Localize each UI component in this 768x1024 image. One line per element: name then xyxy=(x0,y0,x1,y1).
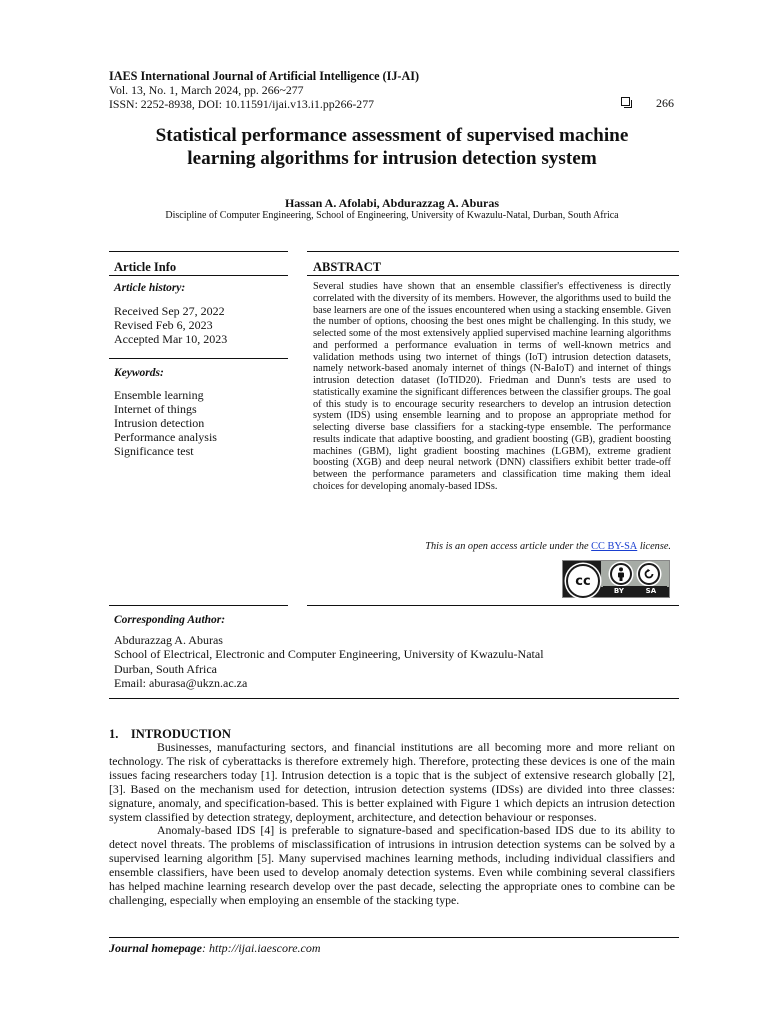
affiliation: Discipline of Computer Engineering, School of Engineering, University of Kwazulu-Natal, Durban, South Africa xyxy=(165,210,619,221)
corresponding-email: Email: aburasa@ukzn.ac.za xyxy=(114,675,248,690)
page-icon xyxy=(621,97,630,106)
divider xyxy=(109,358,288,359)
corresponding-city: Durban, South Africa xyxy=(114,661,217,676)
intro-paragraph: Businesses, manufacturing sectors, and financial institutions are all becoming more and more reliant on technology. The risk of cyberattacks is therefore extremely high. Therefore, protecting these devices is one of the main issues facing researchers today [1]. Intrusion detection is a topic that is the subject of extensive research globally [2], [3]. Based on the mechanism used for detection, intrusion detection systems (IDSs) are divided into three classes: signature, anomaly, and specification-based. This is better explained with Figure 1 which depicts an intrusion detection system classified by detection strategy, deployment, architecture, and detection behaviour or responses. xyxy=(109,740,675,824)
cc-icon: cc xyxy=(566,564,600,598)
history-list xyxy=(114,304,227,346)
share-alike-icon xyxy=(638,563,660,585)
history-heading: Article history: xyxy=(114,282,186,294)
intro-paragraph: Anomaly-based IDS [4] is preferable to signature-based and specification-based IDS due to its ability to detect novel threats. The problems of misclassification of intrusions in intrusion detection systems can be solved by a supervised learning algorithm [5]. Many supervised machines learning methods, including individual classifiers and ensemble classifiers, have been used to develop anomaly detection systems. Even while combining several classifiers has helped machine learning research develop over the past decade, selecting the appropriate ones to combine can be challenging, especially when employing an ensemble of the stacking type. xyxy=(109,823,675,907)
title-line-1: Statistical performance assessment of supervised machine xyxy=(155,125,629,146)
divider xyxy=(307,605,679,606)
journal-name: IAES International Journal of Artificial Intelligence (IJ-AI) xyxy=(109,69,420,83)
keyword-item: Significance test xyxy=(114,444,194,458)
corresponding-school: School of Electrical, Electronic and Computer Engineering, University of Kwazulu-Natal xyxy=(114,647,544,662)
history-revised: Revised Feb 6, 2023 xyxy=(114,318,213,332)
share-alike-arrow-icon xyxy=(643,568,655,580)
divider xyxy=(109,251,288,252)
journal-homepage xyxy=(109,941,321,956)
sa-label: SA xyxy=(645,586,657,595)
article-info-heading: Article Info xyxy=(114,260,177,274)
title-line-2: learning algorithms for intrusion detection system xyxy=(187,148,597,169)
divider xyxy=(109,275,288,276)
history-received: Received Sep 27, 2022 xyxy=(114,304,225,318)
badge-label-band xyxy=(603,586,667,595)
page-number: 266 xyxy=(656,96,674,110)
keyword-item: Internet of things xyxy=(114,402,197,416)
keywords-heading: Keywords: xyxy=(114,367,164,379)
abstract-heading: ABSTRACT xyxy=(313,260,382,274)
footer-divider xyxy=(109,937,679,938)
divider xyxy=(307,275,679,276)
abstract-text: Several studies have shown that an ensemble classifier's effectiveness is directly correlated with the diversity of its members. However, the algorithms used to build the base learners are one of the issues encountered when using a stacking ensemble. Given the number of options, choosing the best ones might be challenging. In this study, we selected some of the most extensively applied supervised machine learning algorithms and performed a performance evaluation in terms of well-known metrics and validation methods using two internet of things (IoT) intrusion detection datasets, namely network-based anomaly internet of things (N-BaIoT) and internet of things intrusion detection dataset (IoTID20). Friedman and Dunn's tests are used to statistically examine the significant differences between the classifier groups. The goal of this study is to encourage security researchers to develop an intrusion detection system (IDS) using ensemble learning and to propose an appropriate method for selecting diverse base classifiers for a stacking-type ensemble. The performance results indicate that adaptive boosting, and gradient boosting (GB), gradient boosting machines (GBM), light gradient boosting machines (LGBM), extreme gradient boosting (XGB) and deep neural network (DNN) classifiers exhibit better trade-off between the performance parameters and classification time making them ideal choices for developing anomaly-based IDSs. xyxy=(313,281,671,492)
volume-info: Vol. 13, No. 1, March 2024, pp. 266~277 xyxy=(109,83,304,97)
divider xyxy=(109,698,679,699)
corresponding-details xyxy=(114,633,544,690)
license-link[interactable]: CC BY-SA xyxy=(591,541,638,552)
attribution-icon xyxy=(610,563,632,585)
keyword-item: Performance analysis xyxy=(114,430,217,444)
paper-title xyxy=(109,124,675,170)
keyword-item: Intrusion detection xyxy=(114,416,205,430)
divider xyxy=(109,605,288,606)
authors: Hassan A. Afolabi, Abdurazzag A. Aburas xyxy=(284,196,500,210)
person-icon xyxy=(615,567,627,581)
divider xyxy=(307,251,679,252)
corresponding-heading: Corresponding Author: xyxy=(114,614,226,626)
cc-by-sa-badge[interactable] xyxy=(562,560,670,598)
open-access-note: This is an open access article under the CC BY-SA license. xyxy=(425,541,671,552)
issn-doi: ISSN: 2252-8938, DOI: 10.11591/ijai.v13.i1.pp266-277 xyxy=(109,97,374,111)
keyword-item: Ensemble learning xyxy=(114,388,204,402)
corresponding-name: Abdurazzag A. Aburas xyxy=(114,633,223,647)
introduction-heading: 1. INTRODUCTION xyxy=(109,727,231,741)
homepage-url[interactable]: : http://ijai.iaescore.com xyxy=(202,941,321,955)
by-label: BY xyxy=(613,586,624,595)
keywords-list xyxy=(114,388,217,458)
history-accepted: Accepted Mar 10, 2023 xyxy=(114,332,228,346)
homepage-label: Journal homepage xyxy=(109,941,203,955)
introduction-body xyxy=(109,741,675,908)
